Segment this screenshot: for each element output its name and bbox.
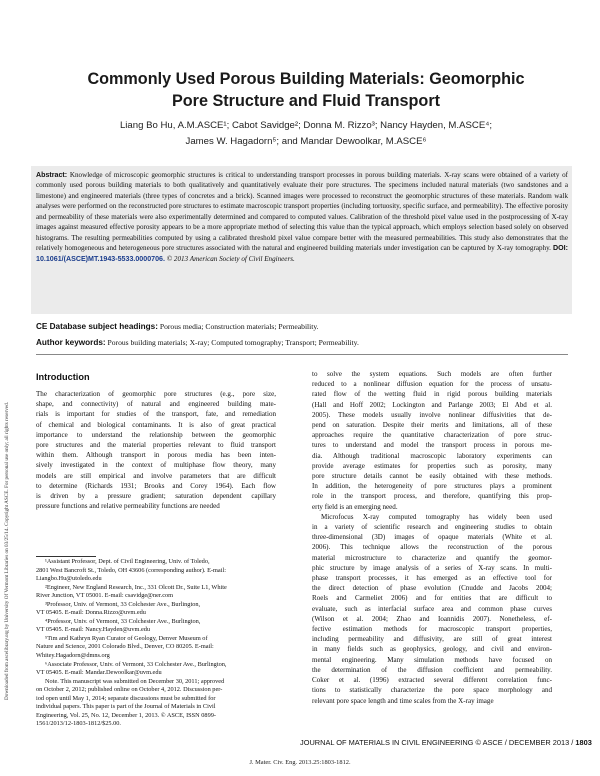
text-line: 2006). This technique allows the reconstruction of the porous: [312, 543, 552, 552]
text-line: ⁴Professor, Univ. of Vermont, 33 Colchester Ave., Burlington,: [45, 617, 201, 625]
text-line: tures to understand and model the transport process in porous me-: [312, 441, 552, 450]
footnote: [36, 618, 276, 635]
text-line: Coker et al. (1996) extracted several different correlation func-: [312, 676, 552, 685]
text-line: relevant pore space length and time scales from the X-ray image: [312, 696, 494, 705]
text-line: 1561/2013/12-1803-1812/$25.00.: [36, 720, 122, 728]
author-line: James W. Hagadorn⁵; and Mandar Dewoolkar, M.ASCE⁶: [185, 136, 427, 147]
text-line: VT 05405. E-mail: Donna.Rizzo@uvm.edu: [36, 609, 146, 617]
text-line: VT 05405. E-mail: Nancy.Hayden@uvm.edu: [36, 626, 151, 634]
text-line: in a variety of scientific research and engineering studies to obtain: [312, 523, 552, 532]
paragraph: [312, 512, 552, 706]
text-line: to solve the system equations. Such models are often further: [312, 370, 552, 378]
text-line: Note. This manuscript was submitted on December 30, 2011; approved: [45, 677, 225, 685]
text-line: erty field is an emerging need.: [312, 502, 398, 511]
footnote-rule: [36, 556, 96, 557]
text-line: iod open until May 1, 2014; separate discussions must be submitted for: [36, 694, 216, 702]
text-line: VT 05405. E-mail: Mandar.Dewoolkar@uvm.edu: [36, 669, 162, 677]
author-keywords-label: Author keywords:: [36, 338, 106, 347]
author-keywords-text: Porous building materials; X-ray; Computed tomography; Transport; Permeability.: [107, 338, 359, 347]
text-line: ¹Assistant Professor, Dept. of Civil Engineering, Univ. of Toledo,: [45, 558, 210, 565]
text-line: pore structures and the material properties relevant to fluid transport: [36, 441, 276, 450]
text-line: including permeability and diffusivity, are still of great interest: [312, 635, 552, 644]
text-line: individual papers. This paper is part of the Journal of Materials in Civil: [36, 703, 216, 711]
text-line: in many fields such as geophysics, geology, and civil and environ-: [312, 645, 552, 654]
text-line: provide average estimates for properties such as porosity, many: [312, 461, 552, 470]
footnote: [36, 558, 276, 584]
author-list: [40, 118, 572, 150]
text-line: ⁵Tim and Kathryn Ryan Curator of Geology, Denver Museum of: [45, 634, 208, 642]
author-keywords: [36, 337, 568, 348]
footnote: [36, 678, 276, 729]
text-line: (Wilson et al. 2004; Zhao and Ioannidis 2007). Nonetheless, ef-: [312, 614, 552, 623]
text-line: within them. Although transport in porous media has been inten-: [36, 451, 276, 460]
text-line: Microfocus X-ray computed tomography has widely been used: [321, 512, 552, 521]
footnote: [36, 661, 276, 678]
text-line: approaches require the quantitative characterization of pore struc-: [312, 431, 552, 440]
paper-title: [40, 68, 572, 112]
paragraph: [312, 369, 552, 512]
text-line: on October 2, 2012; published online on October 4, 2012. Discussion per-: [36, 686, 223, 694]
text-line: fective estimation methods for macroscopic transport properties,: [312, 625, 552, 634]
text-line: Roels and Carmeliet 2006) and for entities that are difficult to: [312, 594, 552, 603]
citation-line: J. Mater. Civ. Eng. 2013.25:1803-1812.: [249, 759, 351, 766]
text-line: pressure functions and relative permeability functions are needed: [36, 502, 220, 511]
footnotes: [36, 558, 276, 729]
footnote: [36, 601, 276, 618]
subject-headings: [36, 321, 568, 332]
abstract: [36, 170, 568, 264]
journal-footer: [300, 738, 592, 747]
abstract-text: Knowledge of microscopic geomorphic structures is critical to understanding transport processes in porous building materials. X-ray scans were obtained of a variety of commonly used porous building materials to both qualitatively and quantitatively evaluate their pore structures. The specimens included natural materials (two sandstones and a limestone) and engineered materials (three types of concretes and a brick). Scanned images were processed to reconstruct the geomorphic structures of these materials. Random walk analyses were performed on the reconstructed pore structures to estimate macroscopic transport properties (including tortuosity, specific surface, and permeability). The effective porosity and permeability of these materials were also experimentally determined and compared to computed values. Calibration of the threshold pixel value used in the postprocessing of X-ray images against measured effective porosity appears to be a more appropriate method of selecting this value than the typical approach, which employs selection based solely on observed histograms. The resulting permeabilities computed by using a calibrated threshold pixel value compare better with the measured permeabilities. This study also demonstrates that the relatively homogeneous and heterogeneous pore structures associated with the natural and engineered building materials under investigation can be captured by X-ray tomography.: [36, 171, 569, 253]
text-line: River Junction, VT 05001. E-mail: csavidge@ner.com: [36, 592, 174, 600]
right-column: [312, 369, 552, 706]
journal-footer-text: JOURNAL OF MATERIALS IN CIVIL ENGINEERING © ASCE / DECEMBER 2013 /: [300, 738, 574, 747]
text-line: ³Professor, Univ. of Vermont, 33 Colchester Ave., Burlington,: [45, 600, 201, 608]
text-line: evaluate, such as interfacial surface area and common phase curves: [312, 604, 552, 613]
download-notice-text: Downloaded from ascelibrary.org by University Of Vermont Libraries on 03/25/14. Copyright ASCE. For personal use only; all rights reserved.: [4, 402, 10, 700]
text-line: Whitey.Hagadorn@dmns.org: [36, 652, 110, 660]
text-line: phase transport processes, it has emerged as an effective tool for: [312, 574, 552, 583]
author-line: Liang Bo Hu, A.M.ASCE¹; Cabot Savidge²; Donna M. Rizzo³; Nancy Hayden, M.ASCE⁴;: [119, 120, 493, 131]
copyright-notice: © 2013 American Society of Civil Engineers.: [166, 254, 295, 263]
download-notice: [4, 140, 14, 700]
subject-headings-text: Porous media; Construction materials; Permeability.: [159, 322, 319, 331]
subject-headings-label: CE Database subject headings:: [36, 322, 158, 331]
text-line: (Hall and Hoff 2002; Lockington and Parlange 2003; El Abd et al.: [312, 400, 552, 409]
text-line: In addition, the heterogeneity of pore structures plays a prominent: [312, 482, 552, 491]
doi-label: DOI:: [553, 244, 568, 253]
text-line: Liangbo.Hu@utoledo.edu: [36, 575, 102, 583]
text-line: rials is important for studies of the transport, fate, and remediation: [36, 410, 276, 419]
footnote: [36, 584, 276, 601]
text-line: material microstructure to characterize and quantify the geomor-: [312, 553, 552, 562]
text-line: ⁶Associate Professor, Univ. of Vermont, 33 Colchester Ave., Burlington,: [45, 660, 227, 668]
footnote: [36, 635, 276, 661]
text-line: dia. Although traditional macroscopic laboratory experiments can: [312, 451, 552, 460]
text-line: 2005). These models usually involve nonlinear diffusivities that de-: [312, 410, 552, 419]
text-line: of chemical and biological contaminants. It is also of great practical: [36, 420, 276, 429]
text-line: Engineering, Vol. 25, No. 12, December 1, 2013. © ASCE, ISSN 0899-: [36, 711, 216, 719]
text-line: the direct detection of phase evolution (Cnudde and Jacobs 2004;: [312, 584, 552, 593]
text-line: Nature and Science, 2001 Colorado Blvd., Denver, CO 80205. E-mail:: [36, 643, 214, 651]
section-heading-introduction: Introduction: [36, 372, 90, 382]
paper-title-line: Commonly Used Porous Building Materials: Geomorphic: [87, 70, 525, 88]
divider: [36, 354, 568, 355]
text-line: phic structure by image analysis of a series of X-ray scans. In multi-: [312, 563, 552, 572]
abstract-label: Abstract:: [36, 171, 68, 179]
text-line: importance to understand the relationship between the geomorphic: [36, 430, 276, 439]
text-line: to determine (Richards 1931; Brooks and Corey 1964). Each flow: [36, 481, 276, 490]
text-line: is driven by a pressure gradient; saturation dependent capillary: [36, 492, 276, 501]
text-line: ²Engineer, New England Research, Inc., 331 Olcott Dr., Suite L1, White: [45, 583, 227, 591]
page-number: 1803: [575, 738, 592, 747]
text-line: shape, and connectivity) of natural and engineered building mate-: [36, 400, 276, 409]
text-line: mental engineering. Many simulation methods have focused on: [312, 655, 552, 664]
text-line: pend on saturation. Despite their merits and limitations, all of these: [312, 421, 552, 430]
paragraph: [36, 389, 276, 511]
text-line: models are still empirical and involve parameters that are difficult: [36, 471, 276, 480]
text-line: The characterization of geomorphic pore structures (e.g., pore size,: [36, 390, 276, 398]
text-line: pore structure details cannot be easily obtained with these methods.: [312, 472, 552, 481]
text-line: the determination of the diffusion coefficient and permeability.: [312, 665, 552, 674]
text-line: role in the transport process, and therefore, quantifying this prop-: [312, 492, 552, 501]
doi-link[interactable]: 10.1061/(ASCE)MT.1943-5533.0000706.: [36, 254, 165, 263]
text-line: sively investigated in the context of multiphase flow theory, many: [36, 461, 276, 470]
left-column: [36, 389, 276, 511]
paper-title-line: Pore Structure and Fluid Transport: [171, 92, 441, 110]
text-line: three-dimensional (3D) images of opaque materials (White et al.: [312, 533, 552, 542]
text-line: reduced to a nonlinear diffusion equation for the process of unsatu-: [312, 380, 552, 389]
text-line: rated flow of the wetting fluid in rigid porous building materials: [312, 390, 552, 399]
text-line: 2801 West Bancroft St., Toledo, OH 43606 (corresponding author). E-mail:: [36, 566, 226, 574]
text-line: tions to statistically characterize the pore space morphology and: [312, 686, 552, 695]
